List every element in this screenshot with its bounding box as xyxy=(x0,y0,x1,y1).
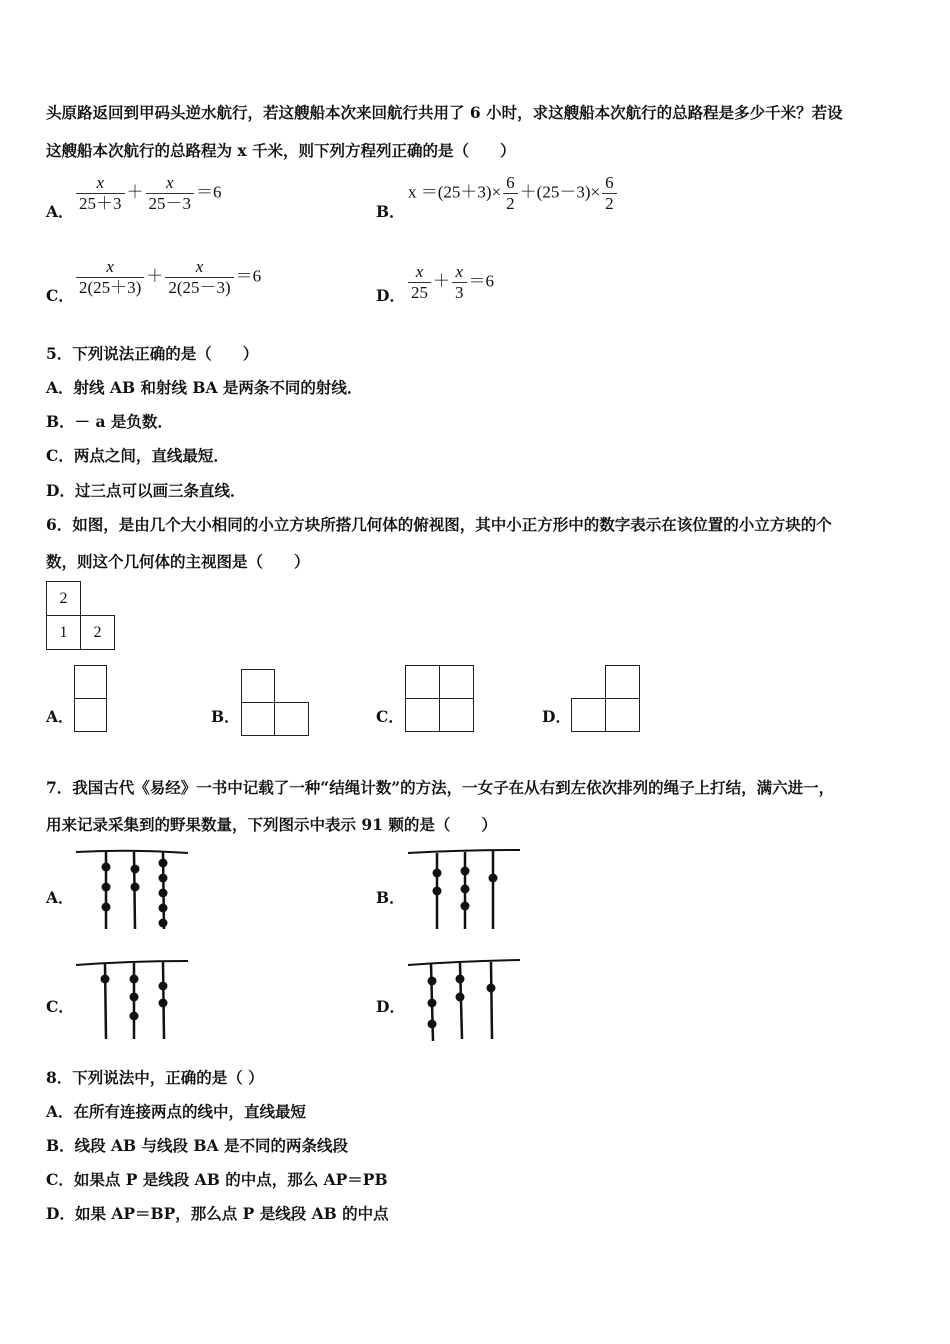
q4-option-c-equation: $\frac{x}{2(25+3)}$ ＋ $\frac{x}{2(25-3)}$ ＝6 xyxy=(74,257,261,298)
q4-option-d-equation: $\frac{x}{25}$ ＋ $\frac{x}{3}$ ＝6 xyxy=(406,262,494,303)
q6-option-d-label: D． xyxy=(542,707,571,726)
q6-option-a-label: A． xyxy=(46,707,74,726)
q8-option-a: A．在所有连接两点的线中，直线最短 xyxy=(46,1102,307,1121)
q5-option-a: A．射线 AB 和射线 BA 是两条不同的射线． xyxy=(46,378,363,397)
q5-option-d: D．过三点可以画三条直线． xyxy=(46,481,246,500)
q8-option-c: C．如果点 P 是线段 AB 的中点，那么 AP＝PB xyxy=(46,1170,388,1189)
q6-text-line1: 6．如图，是由几个大小相同的小立方块所搭几何体的俯视图，其中小正方形中的数字表示在该位置的小立方块的个 xyxy=(46,515,832,534)
q7-option-a-knots xyxy=(70,845,195,935)
q8-option-d: D．如果 AP＝BP，那么点 P 是线段 AB 的中点 xyxy=(46,1204,389,1223)
q4-option-b-equation: x ＝(25＋3)× $\frac{6}{2}$ ＋(25－3)× $\frac{6}{2}$ xyxy=(408,173,619,214)
q7-text-line2: 用来记录采集到的野果数量，下列图示中表示 91 颗的是（ ） xyxy=(46,815,497,834)
q4-option-c-label: C． xyxy=(46,286,74,305)
q7-option-d-knots xyxy=(402,953,527,1045)
q7-option-a-label: A． xyxy=(46,888,74,907)
q4-option-d-label: D． xyxy=(376,286,405,305)
q6-option-c-label: C． xyxy=(376,707,404,726)
q5-option-b: B．－ a 是负数． xyxy=(46,412,173,431)
q7-option-c-label: C． xyxy=(46,997,74,1016)
q7-option-c-knots xyxy=(70,953,195,1045)
q7-option-b-knots xyxy=(402,845,527,935)
q4-option-b-label: B． xyxy=(376,202,405,221)
q7-text-line1: 7．我国古代《易经》一书中记载了一种“结绳计数”的方法，一女子在从右到左依次排列的绳子上打结，满六进一， xyxy=(46,778,835,797)
q4-option-a-label: A． xyxy=(46,202,74,221)
q4-text-line2: 这艘船本次航行的总路程为 x 千米，则下列方程列正确的是（ ） xyxy=(46,141,516,160)
q8-stem: 8．下列说法中，正确的是（ ） xyxy=(46,1068,264,1087)
q6-text-line2: 数，则这个几何体的主视图是（ ） xyxy=(46,552,310,571)
grid-cell-bottom-right: 2 xyxy=(80,615,115,650)
q5-stem: 5．下列说法正确的是（ ） xyxy=(46,344,259,363)
grid-cell-bottom-left: 1 xyxy=(46,615,81,650)
q7-option-d-label: D． xyxy=(376,997,405,1016)
q5-option-c: C．两点之间，直线最短． xyxy=(46,446,229,465)
q8-option-b: B．线段 AB 与线段 BA 是不同的两条线段 xyxy=(46,1136,348,1155)
q7-option-b-label: B． xyxy=(376,888,405,907)
q4-option-a-equation: $\frac{x}{25+3}$ ＋ $\frac{x}{25-3}$ ＝6 xyxy=(74,173,222,214)
q4-text-line1: 头原路返回到甲码头逆水航行，若这艘船本次来回航行共用了 6 小时，求这艘船本次航行的总路程是多少千米？若设 xyxy=(46,103,843,122)
q6-option-b-label: B． xyxy=(211,707,240,726)
grid-cell-top-left: 2 xyxy=(46,581,81,616)
